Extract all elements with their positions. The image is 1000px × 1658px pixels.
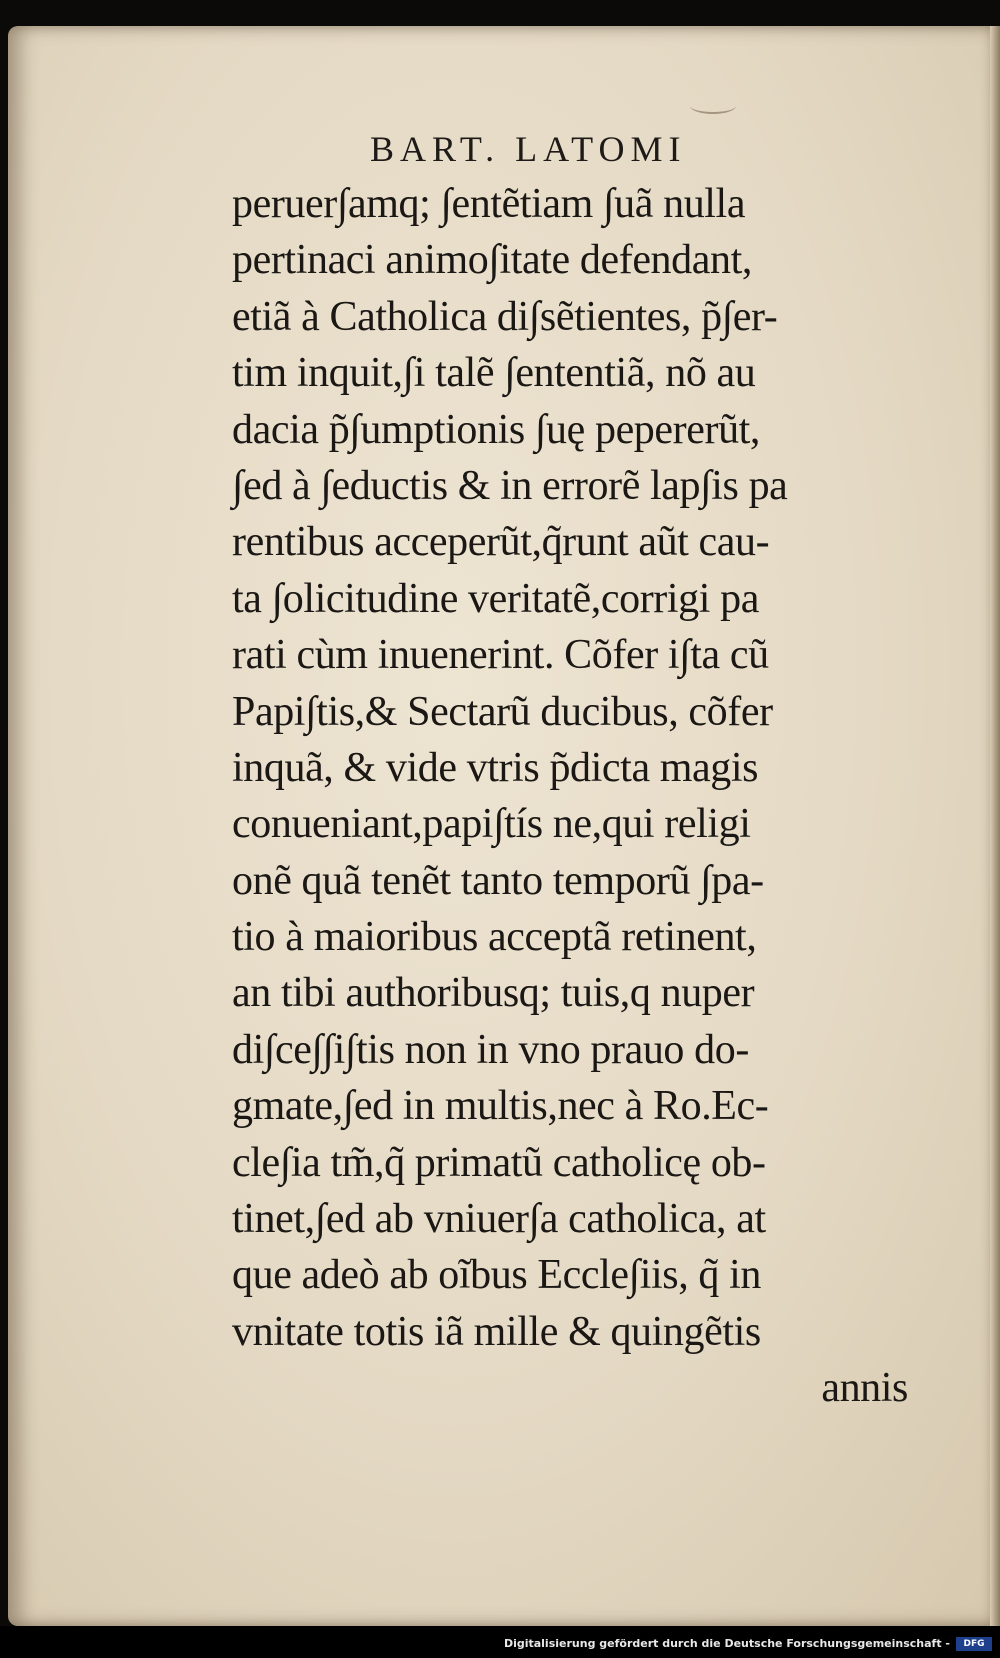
dfg-logo: DFG <box>956 1637 992 1651</box>
text-line: gmate,∫ed in multis,nec à Ro.Ec- <box>232 1083 769 1130</box>
text-line: rentibus acceperũt,q̃runt aũt cau- <box>232 519 770 566</box>
ink-mark <box>690 98 736 114</box>
text-line: di∫ce∫∫i∫tis non in vno prauo do- <box>232 1026 749 1073</box>
text-line: tinet,∫ed ab vniuer∫a catholica, at <box>232 1196 766 1243</box>
funding-credit: Digitalisierung gefördert durch die Deutsche Forschungsgemeinschaft - <box>503 1637 950 1650</box>
body-text <box>232 176 912 1417</box>
text-line: inquã, & vide vtris p̃dicta magis <box>232 744 759 791</box>
running-title: BART. LATOMI <box>370 129 687 169</box>
text-line: tim inquit,∫i talẽ ∫ententiã, nõ au <box>232 350 756 397</box>
page-right-edge <box>990 26 1000 1626</box>
text-line: an tibi authoribusq; tuis,q nuper <box>232 970 755 1017</box>
text-line: tio à maioribus acceptã retinent, <box>232 914 757 961</box>
text-line: Papi∫tis,& Sectarũ ducibus, cõfer <box>232 688 773 735</box>
text-line: cle∫ia tm̃,q̃ primatũ catholicę ob- <box>232 1139 766 1186</box>
text-line: vnitate totis iã mille & quingẽtis <box>232 1308 761 1355</box>
text-line: conueniant,papi∫tís ne,qui religi <box>232 801 751 848</box>
catchword: annis <box>821 1365 908 1412</box>
text-line: ta ∫olicitudine veritatẽ,corrigi pa <box>232 575 759 622</box>
text-line: rati cùm inuenerint. Cõfer i∫ta cũ <box>232 632 769 679</box>
text-line: onẽ quã tenẽt tanto temporũ ∫pa- <box>232 857 764 904</box>
text-line: peruer∫amq; ∫entẽtiam ∫uã nulla <box>232 181 746 227</box>
text-line: etiã à Catholica di∫sẽtientes, p̃∫er- <box>232 293 778 340</box>
text-line: que adeò ab oĩbus Eccle∫iis, q̃ in <box>232 1252 761 1299</box>
text-line: pertinaci animo∫itate defendant, <box>232 237 752 284</box>
text-line: ∫ed à ∫eductis & in errorẽ lap∫is pa <box>232 462 788 509</box>
text-line: dacia p̃∫umptionis ∫uę pepererũt, <box>232 406 761 453</box>
footer-bar <box>0 1626 1000 1658</box>
